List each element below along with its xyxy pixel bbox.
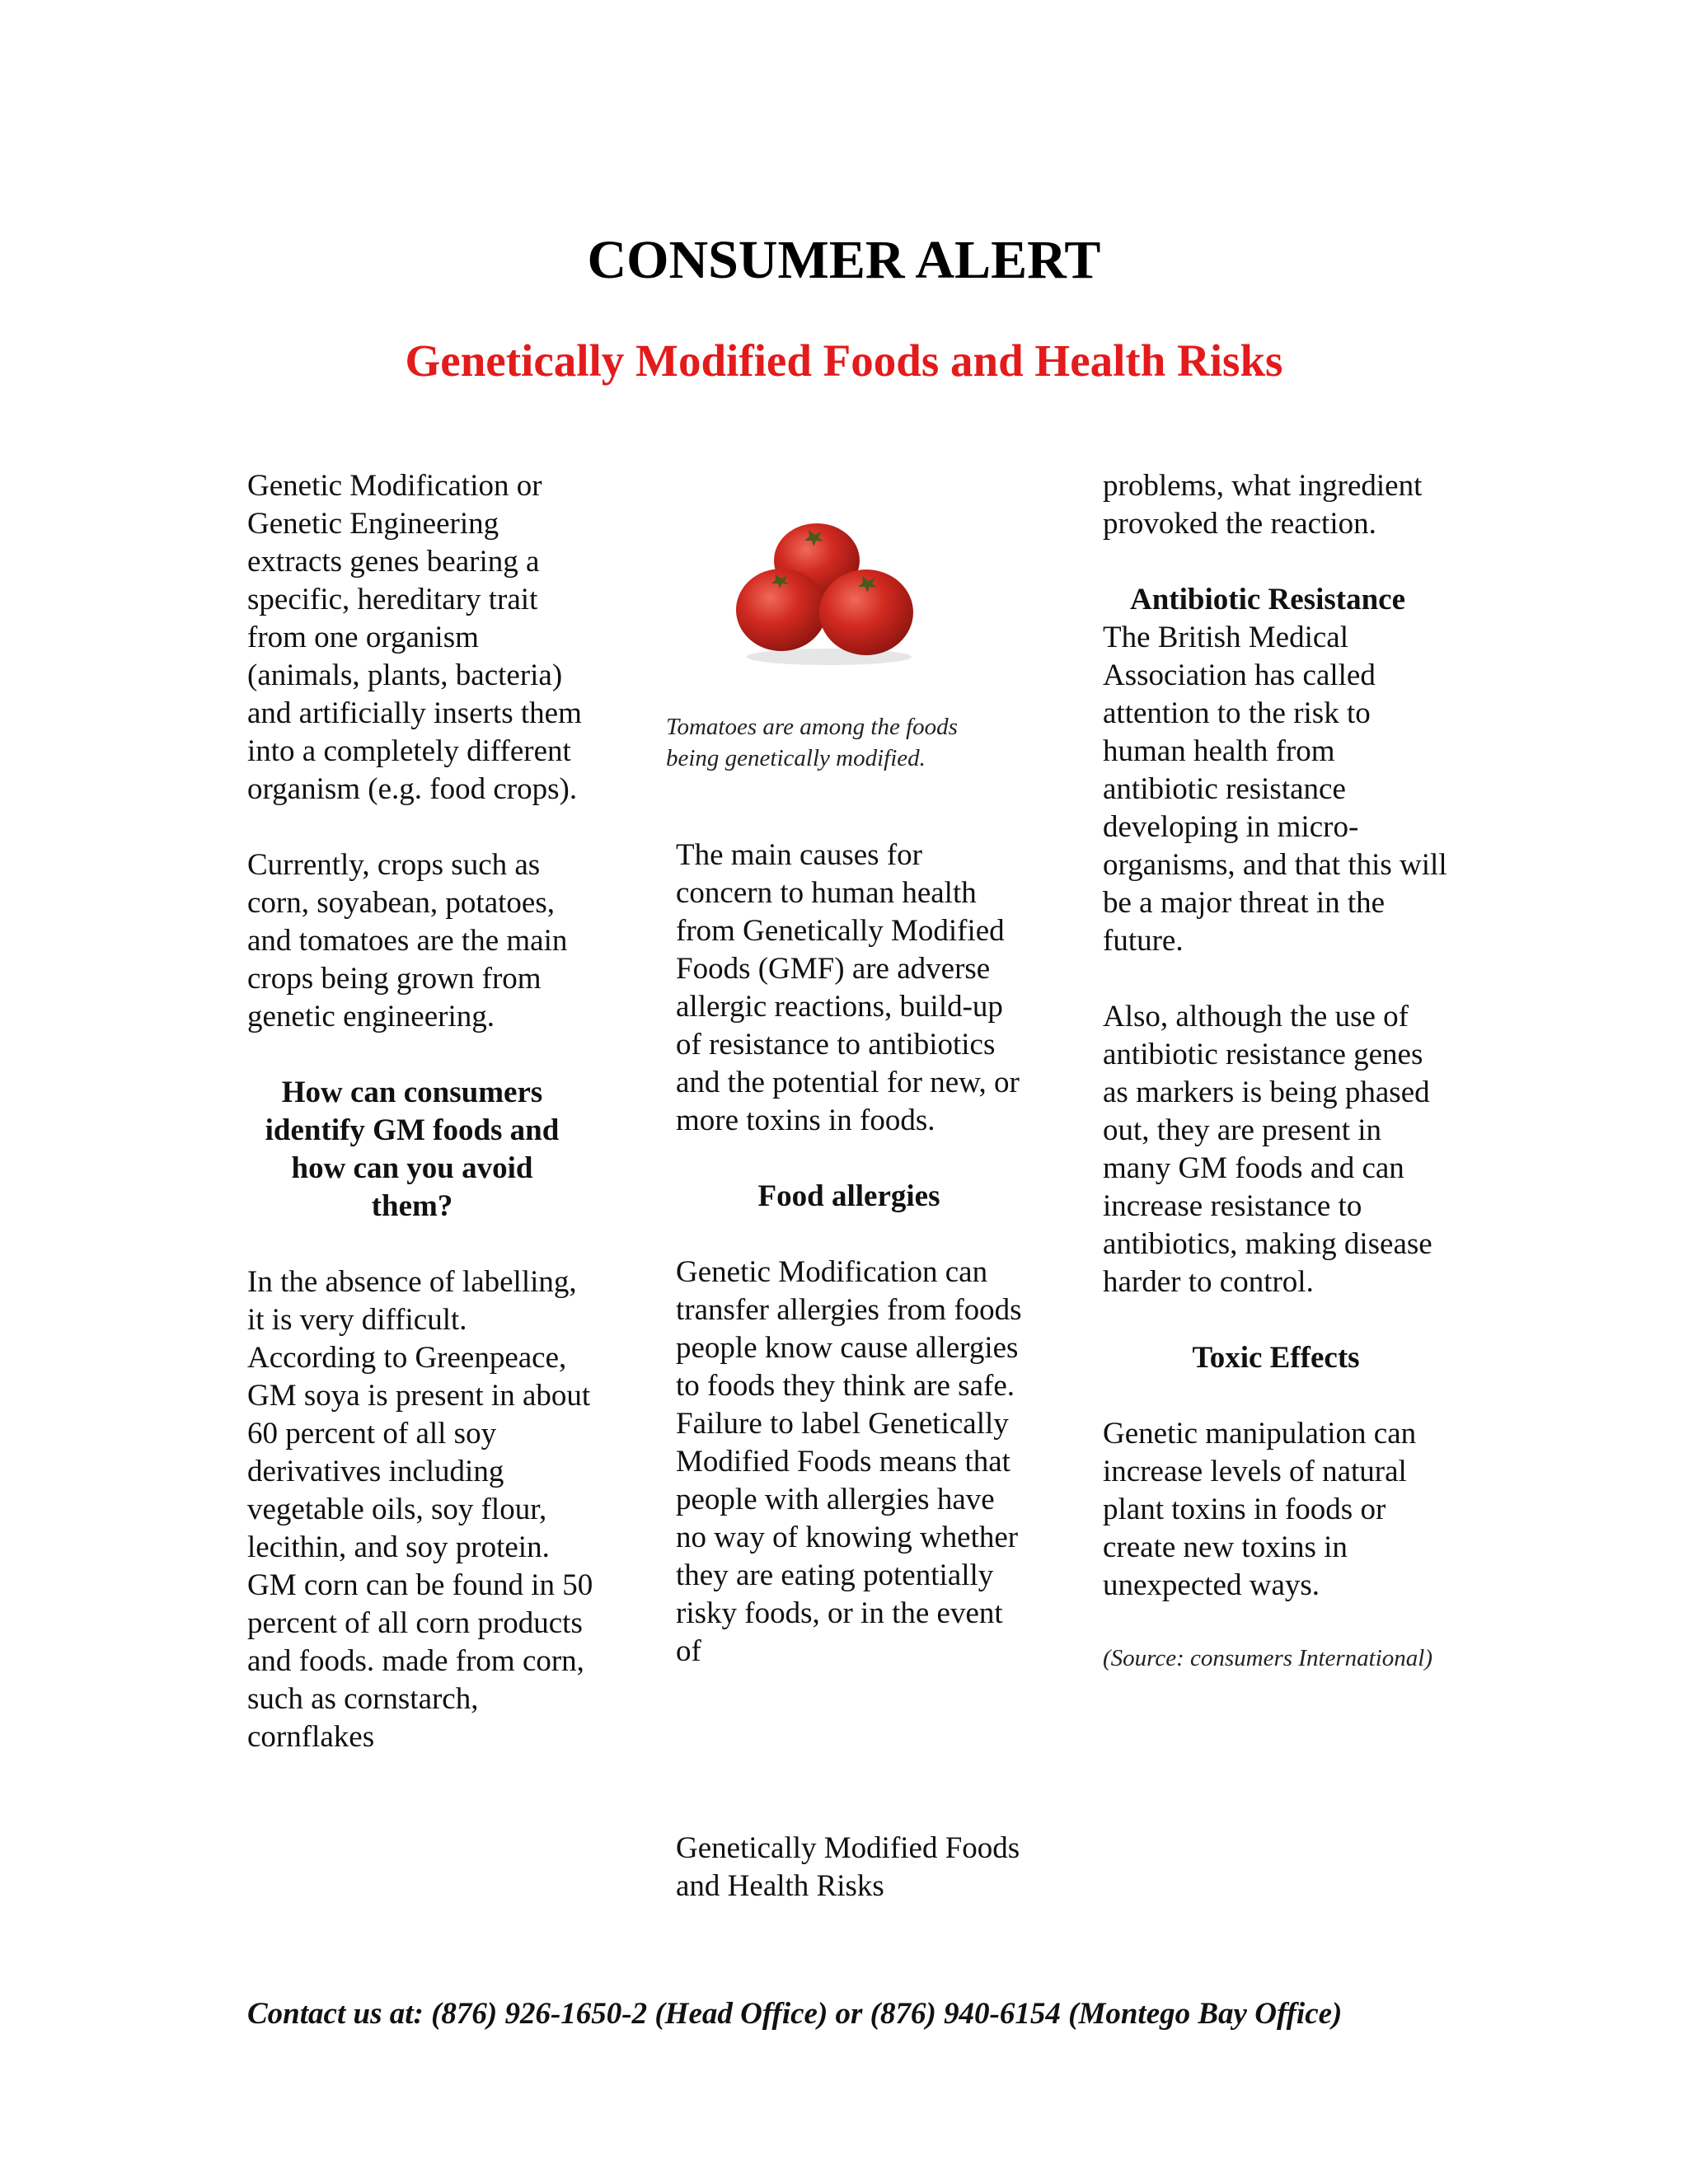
tomatoes-image-icon [730,515,920,668]
toxic-effects-heading: Toxic Effects [1192,1341,1360,1375]
crops-paragraph: Currently, crops such as corn, soyabean, potatoes, and tomatoes are the main crops being grown from genetic engineering. [247,848,568,1033]
column-1 [247,467,593,1756]
page-subtitle: Genetically Modified Foods and Health Risks [405,335,1283,386]
intro-paragraph: Genetic Modification or Genetic Engineering extracts genes bearing a specific, hereditary trait from one organism (animals, plants, bacteria) and artificially inserts them into a completely different organism (e.g. food crops). [247,469,582,806]
markers-paragraph: Also, although the use of antibiotic resistance genes as markers is being phased out, they are present in many GM foods and can increase resistance to antibiotics, making disease harder to control. [1103,1000,1432,1299]
column-2 [676,837,1022,1671]
contact-info: Contact us at: (876) 926-1650-2 (Head Office) or (876) 940-6154 (Montego Bay Office) [247,1997,1343,2031]
labelling-paragraph: In the absence of labelling, it is very difficult. According to Greenpeace, GM soya is present in about 60 percent of all soy derivatives including vegetable oils, soy flour, lecithin, and soy protein. GM corn can be found in 50 percent of all corn products and foods. made from corn, such as cornstarch, cornflakes [247,1265,593,1754]
source-citation: (Source: consumers International) [1103,1645,1433,1671]
allergies-paragraph: Genetic Modification can transfer allergies from foods people know cause allergies to foods they think are safe. Failure to label Genetically Modified Foods means that people with allergies have no way of knowing whether they are eating potentially risky foods, or in the event of [676,1255,1022,1668]
toxins-paragraph: Genetic manipulation can increase levels of natural plant toxins in foods or create new toxins in unexpected ways. [1103,1417,1417,1602]
figure-caption: Tomatoes are among the foods being genetically modified. [666,714,958,771]
continued-paragraph: problems, what ingredient provoked the reaction. [1103,469,1423,541]
food-allergies-heading: Food allergies [757,1179,940,1213]
column-3 [1103,467,1449,1712]
main-causes-paragraph: The main causes for concern to human health from Genetically Modified Foods (GMF) are adverse allergic reactions, build-up of resistance to antibiotics and the potential for new, or more toxins in foods. [676,838,1020,1137]
antibiotic-resistance-heading: Antibiotic Resistance [1130,583,1405,616]
bma-paragraph: The British Medical Association has called attention to the risk to human health from antibiotic resistance developing in micro-organisms, and that this will be a major threat in the future. [1103,621,1447,958]
page-title: CONSUMER ALERT [587,230,1101,290]
running-footer-title: Genetically Modified Foods and Health Risks [676,1831,1020,1903]
identify-gm-heading: How can consumers identify GM foods and how can you avoid them? [265,1076,560,1223]
